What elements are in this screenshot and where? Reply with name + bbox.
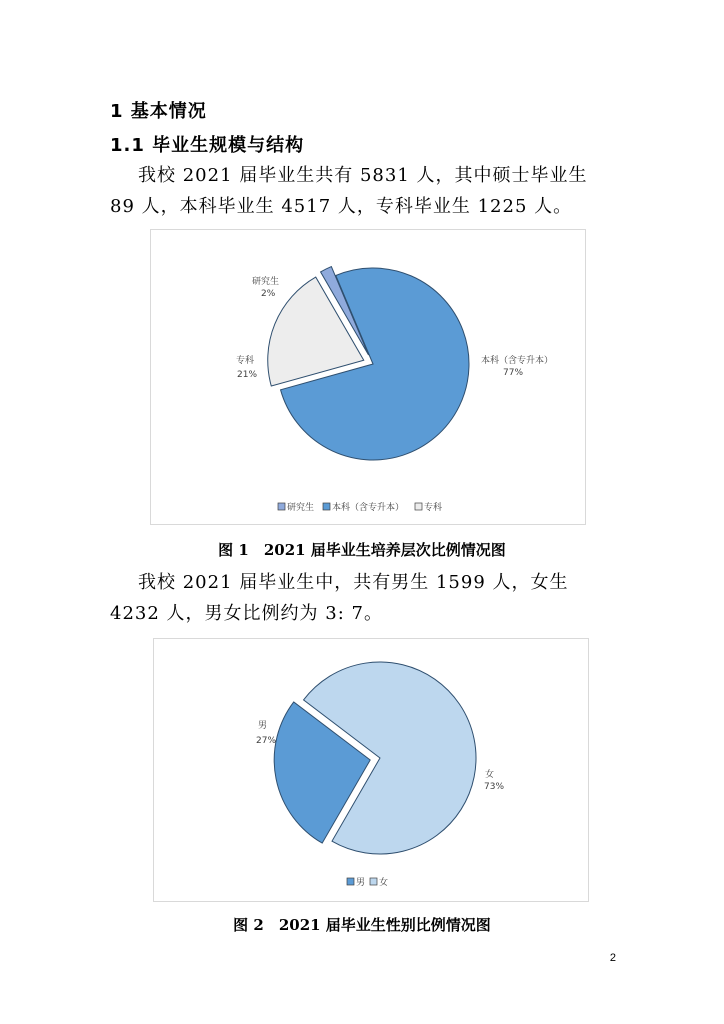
label-graduate-name: 研究生 bbox=[252, 277, 280, 287]
slice-label-male bbox=[256, 720, 276, 746]
legend-college: 专科 bbox=[424, 503, 443, 513]
legend-undergrad: 本科（含专升本） bbox=[332, 503, 405, 513]
education-level-pie-chart bbox=[151, 230, 585, 524]
legend-swatch-college bbox=[415, 503, 422, 510]
figure1-chart bbox=[150, 229, 586, 525]
legend bbox=[347, 876, 388, 888]
figure1-caption: 图 1 2021 届毕业生培养层次比例情况图 bbox=[218, 541, 506, 559]
gender-pie-chart bbox=[154, 639, 588, 901]
legend-swatch-male bbox=[347, 878, 354, 885]
section-heading: 1 基本情况 bbox=[110, 101, 207, 122]
label-undergrad-pct: 77% bbox=[503, 368, 524, 378]
label-female-name: 女 bbox=[485, 770, 495, 780]
label-undergrad-name: 本科（含专升本） bbox=[481, 356, 554, 366]
legend-female: 女 bbox=[379, 878, 389, 888]
subsection-heading: 1.1 毕业生规模与结构 bbox=[110, 135, 305, 156]
label-college-name: 专科 bbox=[236, 356, 255, 366]
legend-swatch-female bbox=[370, 878, 377, 885]
pie-slices bbox=[268, 267, 469, 460]
legend-male: 男 bbox=[356, 878, 366, 888]
paragraph-text: 我校 2021 届毕业生共有 5831 人，其中硕士毕业生 89 人，本科毕业生 4517 人，专科毕业生 1225 人。 bbox=[110, 165, 588, 217]
slice-label-undergrad bbox=[481, 354, 553, 378]
legend-swatch-graduate bbox=[278, 503, 285, 510]
label-male-pct: 27% bbox=[256, 736, 277, 746]
figure2-chart bbox=[153, 638, 589, 902]
legend-swatch-undergrad bbox=[323, 503, 330, 510]
label-graduate-pct: 2% bbox=[261, 289, 276, 299]
legend-graduate: 研究生 bbox=[287, 503, 315, 513]
slice-label-female bbox=[484, 768, 504, 792]
paragraph-graduate-scale bbox=[110, 160, 616, 222]
figure2-caption: 图 2 2021 届毕业生性别比例情况图 bbox=[233, 916, 491, 934]
label-college-pct: 21% bbox=[237, 370, 258, 380]
paragraph-text: 我校 2021 届毕业生中，共有男生 1599 人，女生 4232 人，男女比例约为 3: 7。 bbox=[110, 572, 569, 624]
slice-label-graduate bbox=[252, 275, 279, 299]
paragraph-gender bbox=[110, 567, 616, 629]
pie-slices bbox=[274, 662, 476, 854]
slice-label-college bbox=[236, 354, 257, 380]
legend bbox=[278, 501, 442, 513]
label-female-pct: 73% bbox=[484, 782, 505, 792]
label-male-name: 男 bbox=[258, 721, 268, 731]
page-number: 2 bbox=[609, 952, 616, 964]
